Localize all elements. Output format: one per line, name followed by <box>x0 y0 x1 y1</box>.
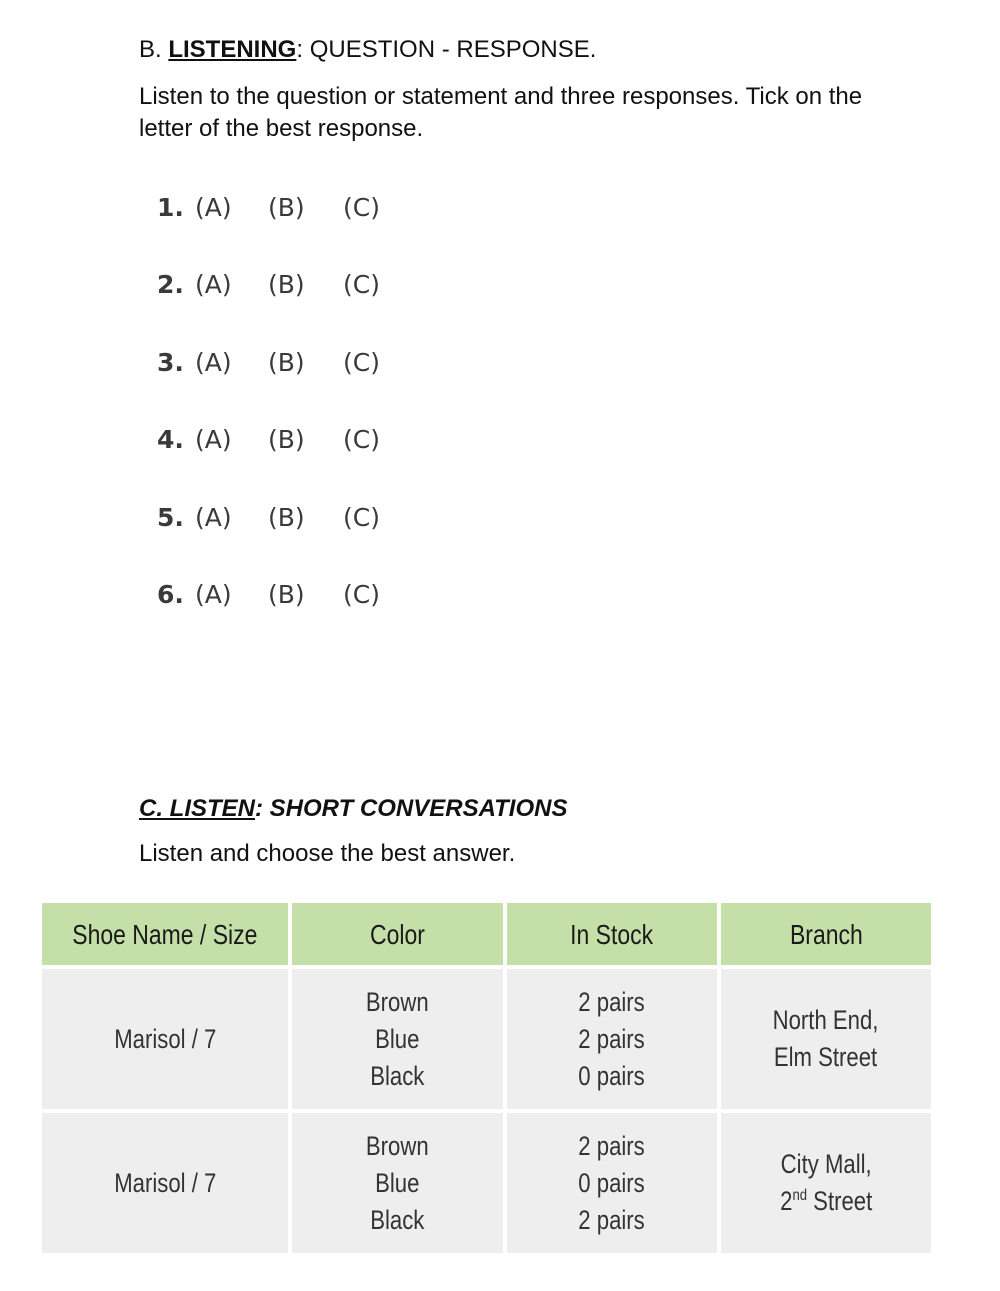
option-b[interactable]: (B) <box>268 193 305 222</box>
question-number: 6. <box>157 579 184 609</box>
table-cell-shoe <box>42 969 288 1109</box>
section-b-heading <box>139 36 596 64</box>
option-b[interactable]: (B) <box>268 425 305 455</box>
table-cell-stock <box>507 969 717 1109</box>
shoe-name: Marisol / 7 <box>113 1167 217 1198</box>
color-list <box>366 984 429 1095</box>
branch-line: City Mall, <box>780 1149 872 1179</box>
table-cell-color <box>292 1113 503 1253</box>
option-b[interactable]: (B) <box>268 579 305 609</box>
stock-value: 2 pairs <box>578 1204 646 1235</box>
table-cell-branch <box>721 969 931 1109</box>
section-b-title-underlined: LISTENING <box>168 36 297 63</box>
color-value: Blue <box>375 1023 420 1054</box>
branch-street-name: Street <box>806 1186 873 1216</box>
question-number: 2. <box>157 270 184 300</box>
section-c-instructions: Listen and choose the best answer. <box>139 840 516 867</box>
shoe-name: Marisol / 7 <box>113 1023 217 1054</box>
question-number: 1. <box>157 193 184 222</box>
header-label: Color <box>370 918 425 950</box>
option-c[interactable]: (C) <box>343 347 380 377</box>
branch-line <box>780 1183 872 1220</box>
branch-street-number: 2 <box>779 1186 793 1216</box>
table-cell-branch <box>721 1113 931 1253</box>
option-b[interactable]: (B) <box>268 270 305 300</box>
question-number: 5. <box>157 502 184 532</box>
section-b-prefix: B. <box>139 36 169 63</box>
table-cell-color <box>292 969 503 1109</box>
option-a[interactable]: (A) <box>195 193 232 222</box>
color-value: Black <box>370 1060 425 1091</box>
branch-line: North End, <box>773 1005 879 1035</box>
section-c-heading <box>139 795 567 823</box>
stock-value: 0 pairs <box>578 1060 646 1091</box>
color-value: Brown <box>366 986 429 1017</box>
header-cell-stock <box>507 903 717 965</box>
option-a[interactable]: (A) <box>195 347 232 377</box>
option-a[interactable]: (A) <box>195 270 232 300</box>
color-value: Black <box>370 1204 425 1235</box>
stock-value: 2 pairs <box>578 1023 646 1054</box>
branch-text <box>773 1002 879 1076</box>
header-label: In Stock <box>570 918 654 950</box>
branch-text <box>780 1146 872 1220</box>
header-label: Shoe Name / Size <box>72 918 258 950</box>
option-c[interactable]: (C) <box>343 579 380 609</box>
stock-value: 2 pairs <box>578 1130 646 1161</box>
table-cell-shoe <box>42 1113 288 1253</box>
header-cell-shoe <box>42 903 288 965</box>
option-a[interactable]: (A) <box>195 579 232 609</box>
stock-value: 2 pairs <box>578 986 646 1017</box>
option-a[interactable]: (A) <box>195 502 232 532</box>
option-c[interactable]: (C) <box>343 425 380 455</box>
option-c[interactable]: (C) <box>343 270 380 300</box>
header-label: Branch <box>789 918 863 950</box>
branch-street-suffix: nd <box>792 1187 807 1204</box>
branch-line: Elm Street <box>774 1042 878 1072</box>
section-c-title-underlined: C. LISTEN <box>139 795 256 822</box>
color-value: Brown <box>366 1130 429 1161</box>
question-number: 3. <box>157 347 184 377</box>
option-a[interactable]: (A) <box>195 425 232 455</box>
stock-value: 0 pairs <box>578 1167 646 1198</box>
stock-list <box>579 984 645 1095</box>
color-value: Blue <box>375 1167 420 1198</box>
table-cell-stock <box>507 1113 717 1253</box>
option-c[interactable]: (C) <box>343 193 380 222</box>
shoe-stock-table <box>42 903 931 1253</box>
color-list <box>366 1128 429 1239</box>
section-b-instructions: Listen to the question or statement and three responses. Tick on the letter of the best response. <box>139 83 863 142</box>
question-number: 4. <box>157 425 184 455</box>
stock-list <box>579 1128 645 1239</box>
section-c-title-rest: : SHORT CONVERSATIONS <box>255 795 568 822</box>
header-cell-color <box>292 903 503 965</box>
option-b[interactable]: (B) <box>268 502 305 532</box>
option-c[interactable]: (C) <box>343 502 380 532</box>
header-cell-branch <box>721 903 931 965</box>
option-b[interactable]: (B) <box>268 347 305 377</box>
section-b-title-rest: : QUESTION - RESPONSE. <box>296 36 597 63</box>
